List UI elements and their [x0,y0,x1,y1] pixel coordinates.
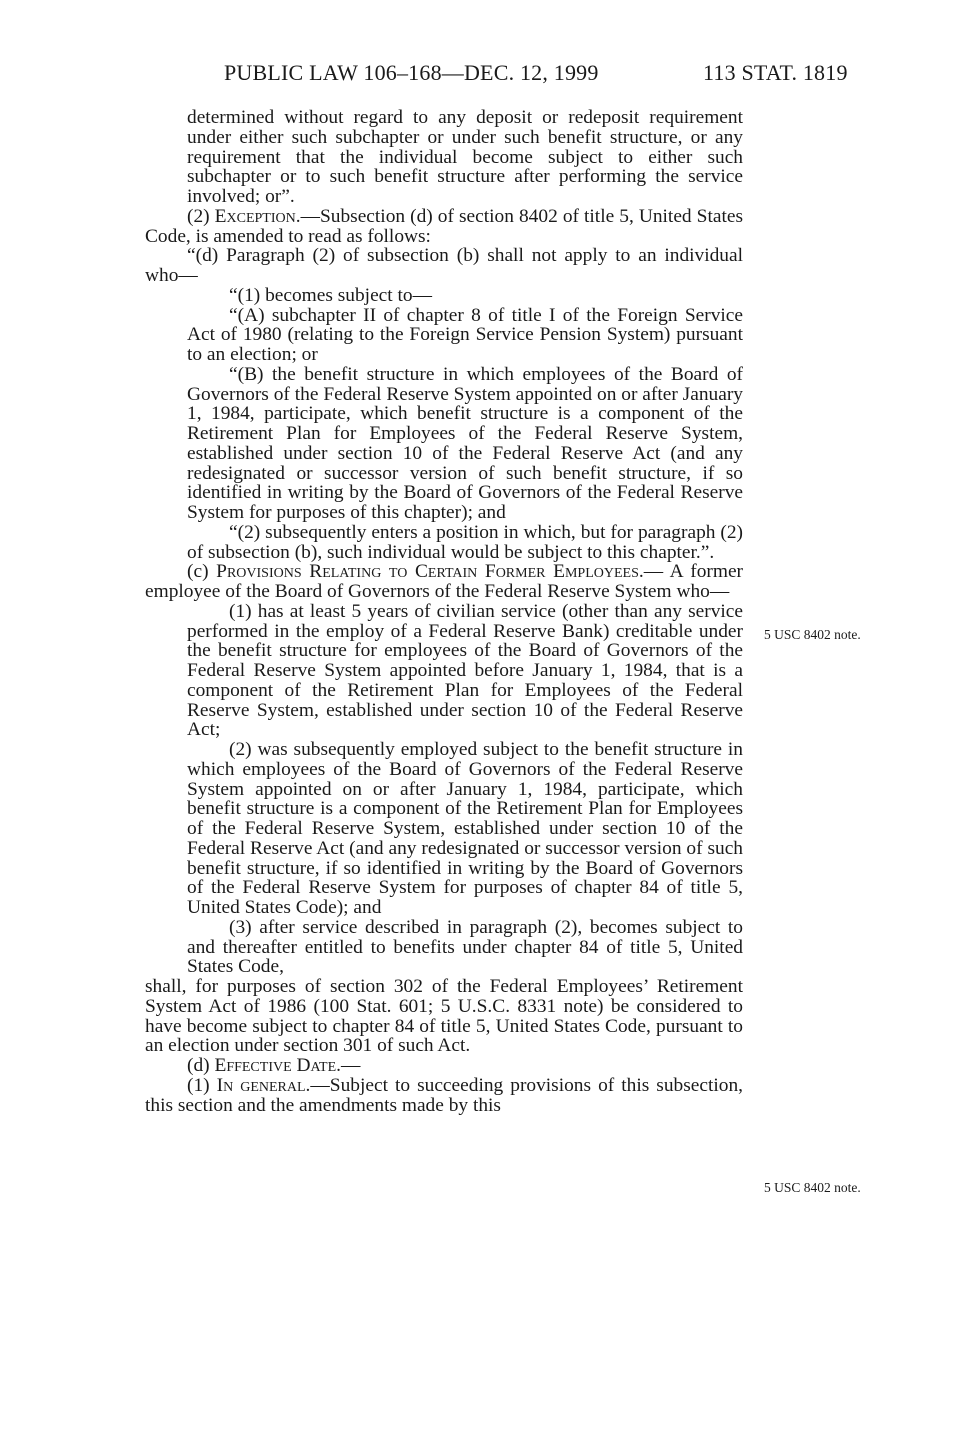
running-header-page-number: 113 STAT. 1819 [703,60,848,85]
paragraph-number: (1) [187,1074,217,1096]
paragraph-number: (d) [187,1055,215,1076]
paragraph-in-general [145,1076,743,1116]
running-header-title: PUBLIC LAW 106–168—DEC. 12, 1999 [224,60,599,85]
paragraph-exception [145,207,743,247]
paragraph-text: — [341,1055,361,1076]
paragraph-item-A: “(A) subchapter II of chapter 8 of title I of the Foreign Service Act of 1980 (relating to the Foreign Service Pension System) pursuant to an election; or [187,304,743,365]
paragraph-condition-2: (2) was subsequently employed subject to the benefit structure in which employees of the Board of Governors of the Federal Reserve System appointed on or after January 1, 1984, participate, which benefit structure is a component of the Retirement Plan for Employees of the Federal Reserve System, established under section 10 of the Federal Reserve Act (and any redesignated or successor version of such benefit structure, if so identified in writing by the Board of Governors of the Federal Reserve System for purposes of chapter 84 of title 5, United States Code); and [187,739,743,918]
paragraph-effective-date [145,1056,743,1076]
paragraph-flush-text: shall, for purposes of section 302 of the Federal Employees’ Retirement System Act of 1986 (100 Stat. 601; 5 U.S.C. 8331 note) be considered to have become subject to chapter 84 of title 5, United States Code, pursuant to an election under section 301 of such Act. [145,976,743,1057]
paragraph-item-B: “(B) the benefit structure in which employees of the Board of Governors of the Federal Reserve System appointed on or after January 1, 1984, participate, which benefit structure is a component of the Retirement Plan for Employees of the Federal Reserve System, established under section 10 of the Federal Reserve Act (and any redesignated or successor version of such benefit structure, if so identified in writing by the Board of Governors of the Federal Reserve System for purposes of this chapter); and [187,363,743,523]
paragraph-heading: Exception. [214,205,301,227]
statute-body [145,108,743,1115]
paragraph-text: —Subject to succeeding provisions of this subsection, this section and the amendments made by this [145,1074,743,1116]
paragraph-continuation: determined without regard to any deposit or redeposit requirement under either such subchapter or under such benefit structure, or any requirement that the individual become subject to either such subchapter or to such benefit structure after performing the service involved; or”. [187,107,743,207]
paragraph-number: (2) [187,205,215,227]
paragraph-former-employees [145,562,743,602]
paragraph-item-1: “(1) becomes subject to— [229,284,432,306]
margin-note-c: 5 USC 8402 note. [764,627,861,642]
paragraph-condition-3: (3) after service described in paragraph (2), becomes subject to and thereafter entitled to benefits under chapter 84 of title 5, United States Code, [187,916,743,978]
paragraph-number: (c) [187,561,217,583]
paragraph-heading: Effective Date. [214,1055,342,1076]
paragraph-heading: Provisions Relating to Certain Former Employees. [216,561,644,583]
paragraph-text: — A former employee of the Board of Governors of the Federal Reserve System who— [145,561,744,602]
paragraph-item-2: “(2) subsequently enters a position in which, but for paragraph (2) of subsection (b), such individual would be subject to this chapter.”. [187,521,743,563]
paragraph-text: —Subsection (d) of section 8402 of title 5, United States Code, is amended to read as follows: [145,205,743,247]
paragraph-condition-1: (1) has at least 5 years of civilian service (other than any service performed in the employ of a Federal Reserve Bank) creditable under the benefit structure for employees of the Board of Governors of the Federal Reserve System appointed before January 1, 1984, that is a component of the Retirement Plan for Employees of the Federal Reserve System, established under section 10 of the Federal Reserve Act; [187,600,743,741]
margin-note-d: 5 USC 8402 note. [764,1180,861,1195]
paragraph-subsection-d: “(d) Paragraph (2) of subsection (b) shall not apply to an individual who— [145,245,743,286]
paragraph-heading: In general. [216,1074,311,1096]
